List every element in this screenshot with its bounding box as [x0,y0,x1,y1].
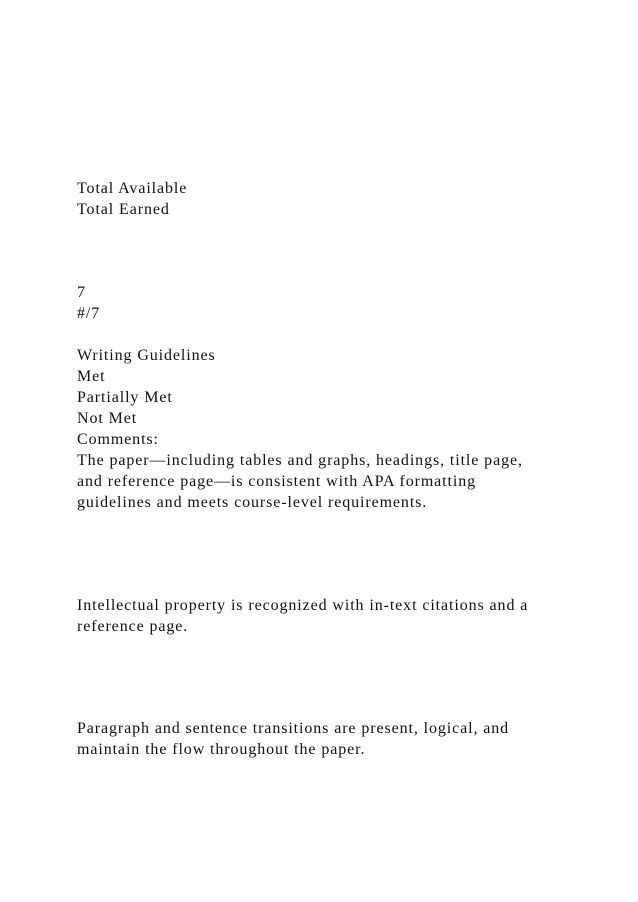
total-earned-value: #/7 [77,305,101,322]
total-earned-label: Total Earned [77,201,170,218]
criterion-1-line-1: The paper—including tables and graphs, headings, title page, [77,452,523,469]
criterion-2-line-1: Intellectual property is recognized with in-text citations and a [77,597,529,614]
comments-label: Comments: [77,431,159,448]
partially-met-label: Partially Met [77,389,173,406]
total-available-value: 7 [77,284,86,301]
criterion-1-line-2: and reference page—is consistent with APA formatting [77,473,477,490]
criterion-3-line-2: maintain the flow throughout the paper. [77,741,366,758]
criterion-1-line-3: guidelines and meets course-level requirements. [77,494,428,511]
not-met-label: Not Met [77,410,138,427]
section-title: Writing Guidelines [77,347,216,364]
total-available-label: Total Available [77,180,188,197]
criterion-3-line-1: Paragraph and sentence transitions are present, logical, and [77,720,510,737]
criterion-2-line-2: reference page. [77,618,189,635]
met-label: Met [77,368,106,385]
